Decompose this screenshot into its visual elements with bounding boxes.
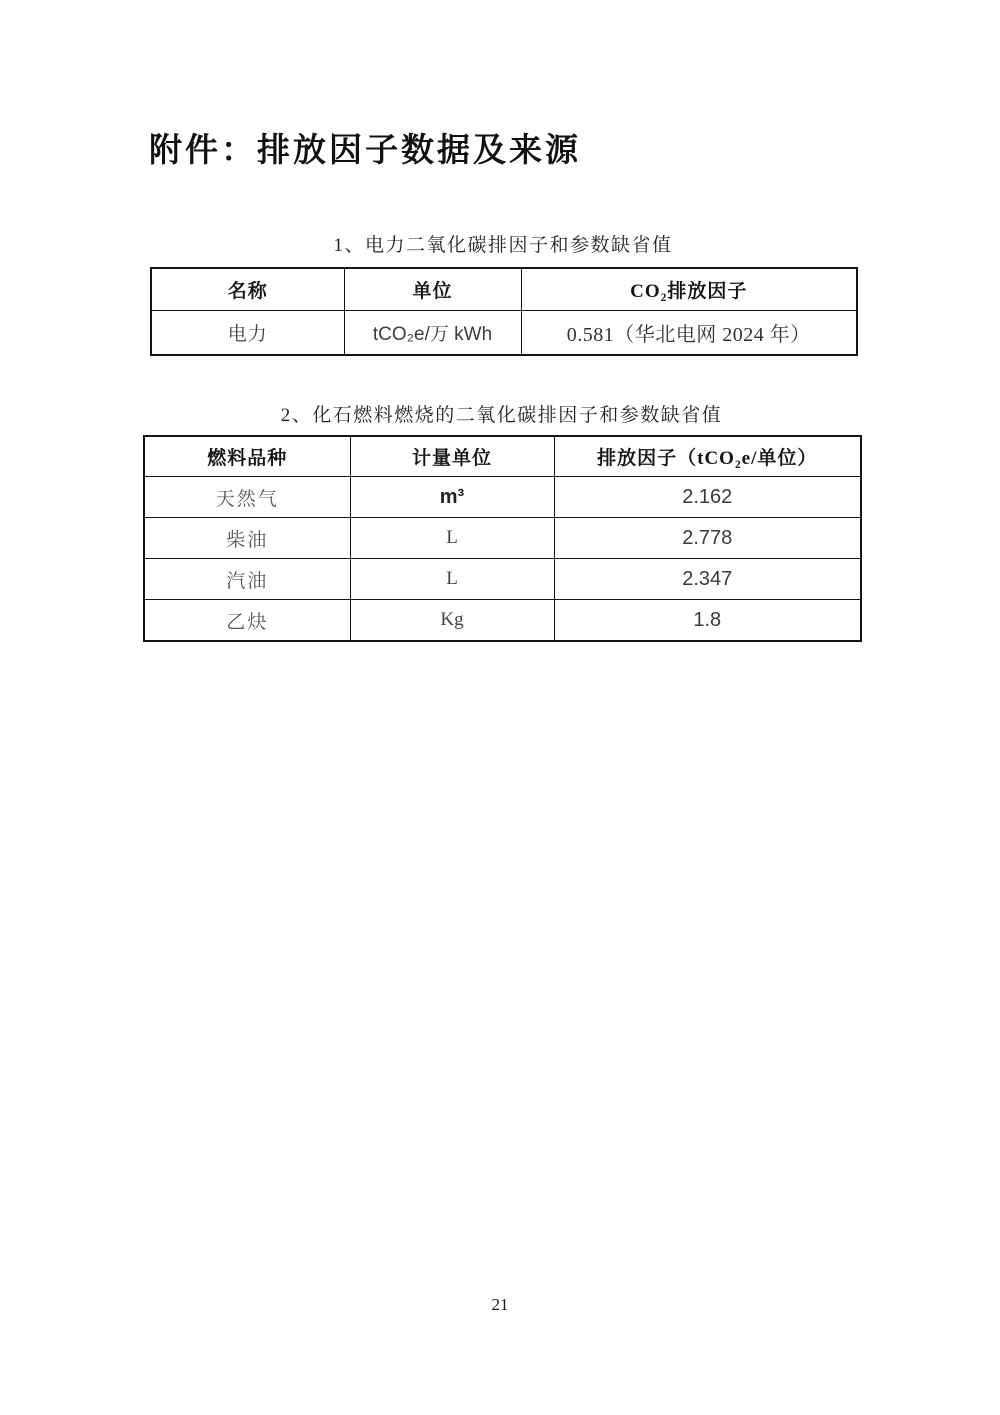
table2-header-measure-unit: 计量单位 xyxy=(350,436,554,477)
table2-header-fuel-type: 燃料品种 xyxy=(144,436,350,477)
table1-cell-unit: tCO₂e/万 kWh xyxy=(344,311,521,356)
table1-header-name: 名称 xyxy=(151,268,344,311)
table1-electricity-emission-factor xyxy=(150,267,858,356)
table2-caption: 2、化石燃料燃烧的二氧化碳排因子和参数缺省值 xyxy=(280,405,723,426)
table-row xyxy=(144,559,861,600)
table2-cell-unit-l-gasoline: L xyxy=(350,559,554,600)
table2-header-emission-factor: 排放因子（tCO₂e/单位） xyxy=(554,436,861,477)
table2-cell-unit-m3: m³ xyxy=(350,477,554,518)
table1-header-unit: 单位 xyxy=(344,268,521,311)
page-title: 附件：排放因子数据及来源 xyxy=(149,133,581,169)
table2-cell-unit-kg: Kg xyxy=(350,600,554,642)
table-row xyxy=(151,311,857,356)
table2-header-row xyxy=(144,436,861,477)
table2-cell-factor-natural-gas: 2.162 xyxy=(554,477,861,518)
table2-cell-factor-acetylene: 1.8 xyxy=(554,600,861,642)
table2-cell-fuel-natural-gas: 天然气 xyxy=(144,477,350,518)
table1-cell-factor: 0.581（华北电网 2024 年） xyxy=(521,311,857,356)
table1-caption: 1、电力二氧化碳排因子和参数缺省值 xyxy=(333,235,673,256)
table2-cell-unit-l-diesel: L xyxy=(350,518,554,559)
table2-fossil-fuel-emission-factors xyxy=(143,435,862,642)
table2-cell-factor-diesel: 2.778 xyxy=(554,518,861,559)
table-row xyxy=(144,477,861,518)
table2-cell-fuel-diesel: 柴油 xyxy=(144,518,350,559)
table1-header-co2-factor: CO₂排放因子 xyxy=(521,268,857,311)
table1-cell-name: 电力 xyxy=(151,311,344,356)
table-row xyxy=(144,600,861,642)
table2-cell-factor-gasoline: 2.347 xyxy=(554,559,861,600)
table-row xyxy=(144,518,861,559)
page-number: 21 xyxy=(491,1295,509,1314)
table2-cell-fuel-gasoline: 汽油 xyxy=(144,559,350,600)
table2-cell-fuel-acetylene: 乙炔 xyxy=(144,600,350,642)
table1-header-row xyxy=(151,268,857,311)
